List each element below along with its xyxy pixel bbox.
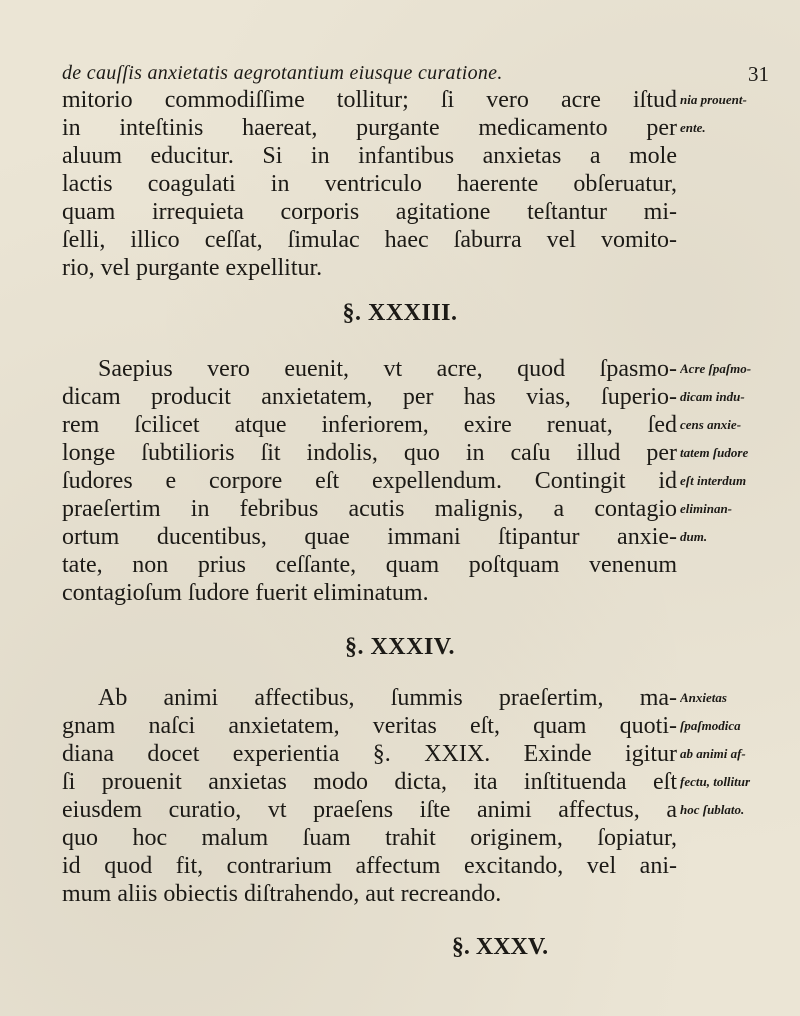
- text-line: id quod fit, contrarium affectum excitando, vel ani-: [62, 853, 677, 879]
- marginal-line: cens anxie-: [680, 417, 742, 432]
- text-line: ſudores e corpore eſt expellendum. Contingit id: [62, 468, 677, 494]
- marginal-note: [680, 86, 798, 142]
- paragraph-section-34: [62, 684, 677, 908]
- marginal-note: [680, 355, 798, 551]
- marginal-line: Acre ſpaſmo-: [680, 361, 752, 376]
- text-line: tate, non prius ceſſante, quam poſtquam venenum: [62, 552, 677, 578]
- text-line: dicam producit anxietatem, per has vias, ſuperio-: [62, 384, 677, 410]
- marginal-line: ab animi af-: [680, 746, 746, 761]
- text-line: aluum educitur. Si in infantibus anxietas a mole: [62, 143, 677, 169]
- text-line: diana docet experientia §. XXIX. Exinde igitur: [62, 741, 677, 767]
- text-line: ortum ducentibus, quae immani ſtipantur anxie-: [62, 524, 677, 550]
- marginal-line: dicam indu-: [680, 389, 745, 404]
- marginal-line: ente.: [680, 120, 706, 135]
- marginal-line: eſt interdum: [680, 473, 747, 488]
- text-line: quam irrequieta corporis agitatione teſtantur mi-: [62, 199, 677, 225]
- marginal-line: ſpaſmodica: [680, 718, 741, 733]
- text-line: contagioſum ſudore fuerit eliminatum.: [62, 580, 429, 606]
- text-line: eiusdem curatio, vt praeſens iſte animi affectus, a: [62, 797, 677, 823]
- text-line: praeſertim in febribus acutis malignis, a contagio: [62, 496, 677, 522]
- text-line: gnam naſci anxietatem, veritas eſt, quam quoti-: [62, 713, 677, 739]
- text-line: quo hoc malum ſuam trahit originem, ſopiatur,: [62, 825, 677, 851]
- marginal-line: dum.: [680, 529, 708, 544]
- text-line: Ab animi affectibus, ſummis praeſertim, ma-: [98, 685, 677, 711]
- marginal-line: eliminan-: [680, 501, 733, 516]
- page-number: 31: [748, 62, 769, 86]
- text-line: ſelli, illico ceſſat, ſimulac haec ſaburra vel vomito-: [62, 227, 677, 253]
- paragraph-section-33: [62, 355, 677, 607]
- text-line: ſi prouenit anxietas modo dicta, ita inſtituenda eſt: [62, 769, 677, 795]
- text-line: mum aliis obiectis diſtrahendo, aut recreando.: [62, 881, 502, 907]
- paragraph-continuation: [62, 86, 677, 282]
- text-line: lactis coagulati in ventriculo haerente obſeruatur,: [62, 171, 677, 197]
- text-line: longe ſubtilioris ſit indolis, quo in caſu illud per: [62, 440, 677, 466]
- marginal-line: Anxietas: [680, 690, 727, 705]
- marginal-line: fectu, tollitur: [680, 774, 751, 789]
- text-line: in inteſtinis haereat, purgante medicamento per: [62, 115, 677, 141]
- text-line: rem ſcilicet atque inferiorem, exire renuat, ſed: [62, 412, 677, 438]
- marginal-note: [680, 684, 798, 824]
- text-line: rio, vel purgante expellitur.: [62, 255, 323, 281]
- marginal-line: hoc ſublato.: [680, 802, 745, 817]
- marginal-line: tatem ſudore: [680, 445, 749, 460]
- running-title: de cauſſis anxietatis aegrotantium eiusque curatione.: [62, 62, 503, 84]
- section-heading: §. XXXIV.: [344, 634, 456, 660]
- section-heading-next: §. XXXV.: [451, 934, 549, 960]
- text-line: mitorio commodiſſime tollitur; ſi vero acre iſtud: [62, 87, 677, 113]
- marginal-line: nia prouent-: [680, 92, 747, 107]
- text-line: Saepius vero euenit, vt acre, quod ſpasmo-: [98, 356, 677, 382]
- section-heading: §. XXXIII.: [342, 300, 458, 326]
